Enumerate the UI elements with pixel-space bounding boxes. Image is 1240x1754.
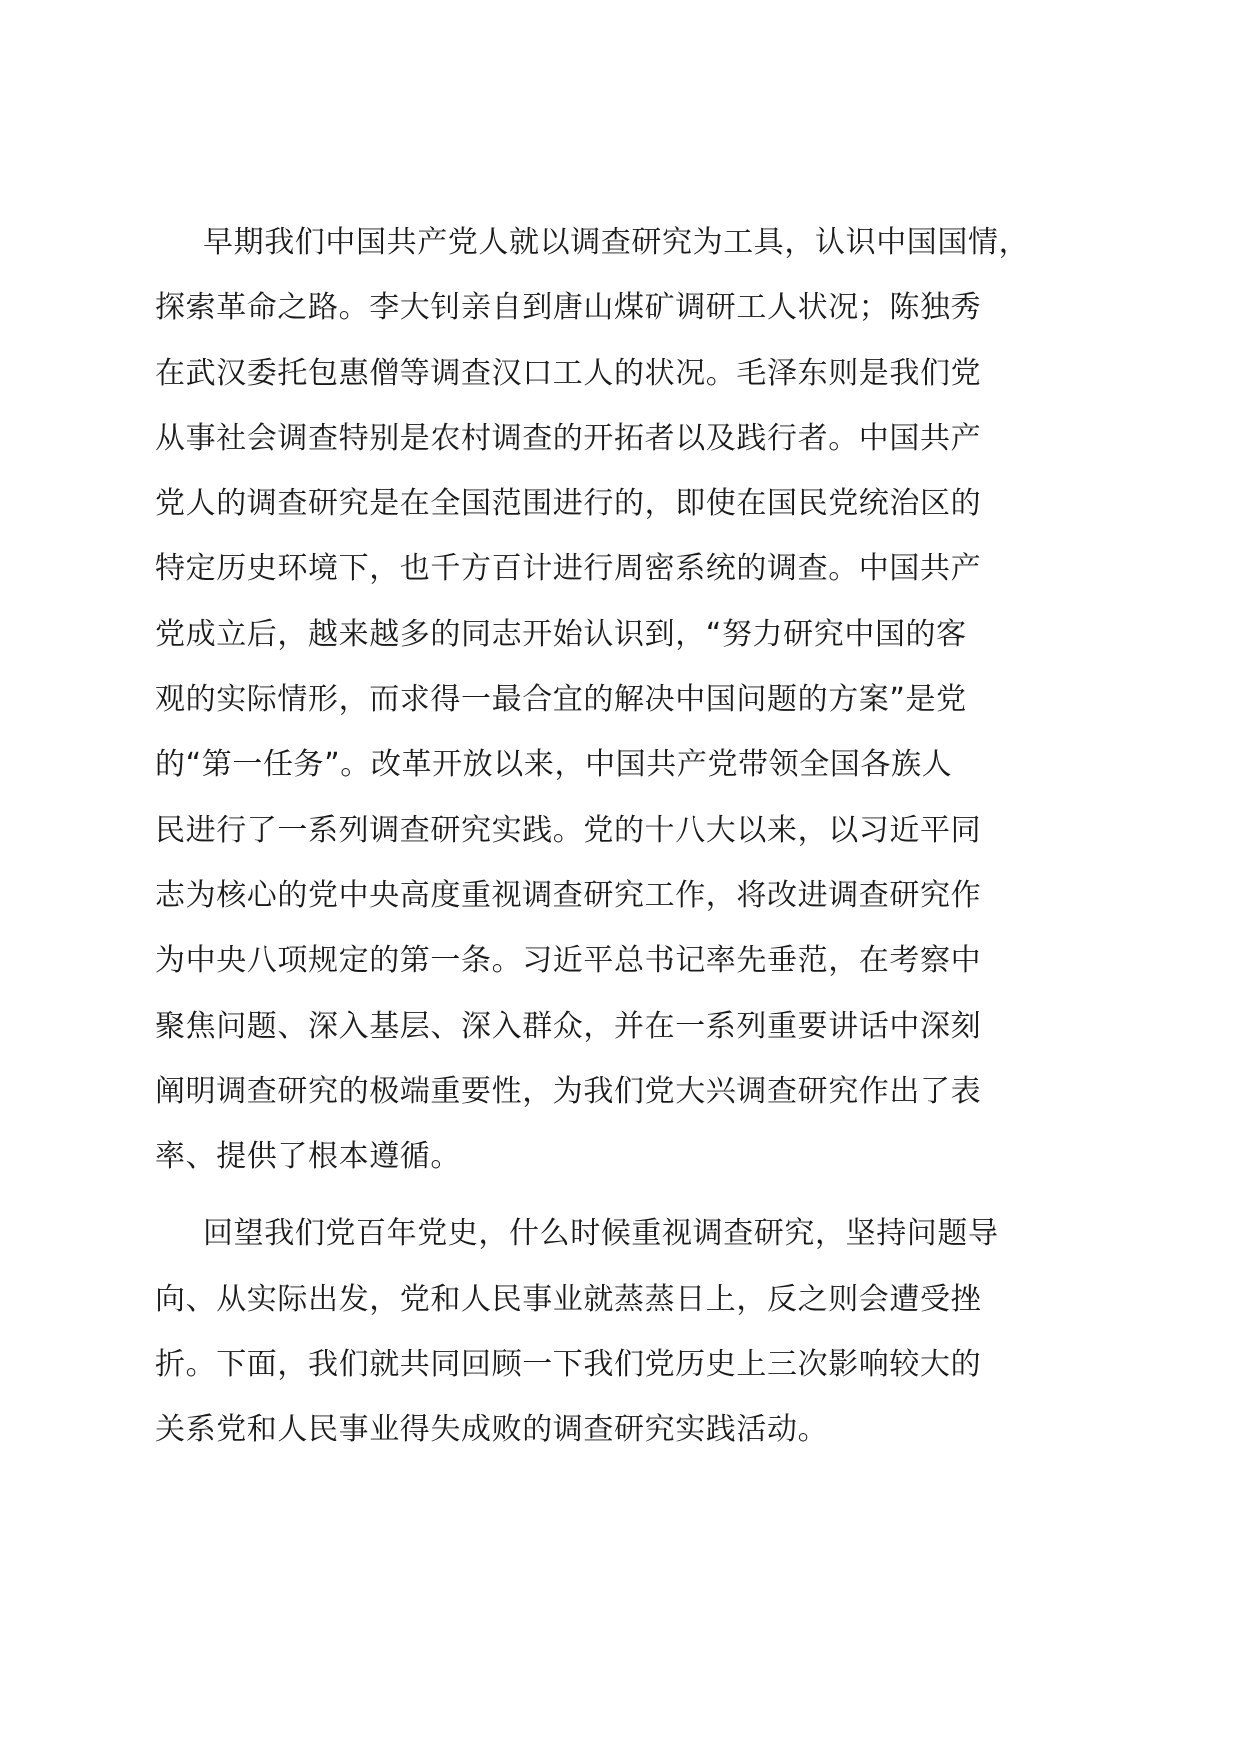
document-body (155, 210, 1085, 1475)
paragraph-line: 从事社会调查特别是农村调查的开拓者以及践行者。中国共产 (155, 420, 982, 456)
paragraph-line: 关系党和人民事业得失成败的调查研究实践活动。 (155, 1412, 829, 1448)
paragraph-line: 在武汉委托包惠僧等调查汉口工人的状况。毛泽东则是我们党 (155, 355, 982, 391)
paragraph-line: 聚焦问题、深入基层、深入群众，并在一系列重要讲话中深刻 (155, 1008, 982, 1044)
paragraph-line: 党人的调查研究是在全国范围进行的，即使在国民党统治区的 (155, 486, 982, 522)
paragraph-line: 早期我们中国共产党人就以调查研究为工具，认识中国国情， (203, 225, 1030, 260)
paragraph-line: 探索革命之路。李大钊亲自到唐山煤矿调研工人状况；陈独秀 (155, 290, 982, 326)
paragraph-2 (155, 1201, 1085, 1462)
paragraph-line: 特定历史环境下，也千方百计进行周密系统的调查。中国共产 (155, 551, 982, 587)
paragraph-line: 回望我们党百年党史，什么时候重视调查研究，坚持问题导 (203, 1216, 999, 1252)
paragraph-line: 向、从实际出发，党和人民事业就蒸蒸日上，反之则会遭受挫 (155, 1281, 982, 1317)
paragraph-line: 观的实际情形，而求得一最合宜的解决中国问题的方案”是党 (155, 682, 967, 718)
paragraph-line: 民进行了一系列调查研究实践。党的十八大以来，以习近平同 (155, 812, 982, 848)
paragraph-line: 阐明调查研究的极端重要性，为我们党大兴调查研究作出了表 (155, 1073, 982, 1109)
paragraph-line: 的“第一任务”。改革开放以来，中国共产党带领全国各族人 (155, 747, 953, 783)
paragraph-line: 志为核心的党中央高度重视调查研究工作，将改进调查研究作 (155, 877, 982, 913)
paragraph-line: 率、提供了根本遵循。 (155, 1139, 461, 1175)
paragraph-line: 为中央八项规定的第一条。习近平总书记率先垂范，在考察中 (155, 943, 982, 979)
paragraph-1 (155, 210, 1085, 1189)
paragraph-line: 折。下面，我们就共同回顾一下我们党历史上三次影响较大的 (155, 1347, 982, 1383)
paragraph-line: 党成立后，越来越多的同志开始认识到，“努力研究中国的客 (155, 616, 967, 652)
